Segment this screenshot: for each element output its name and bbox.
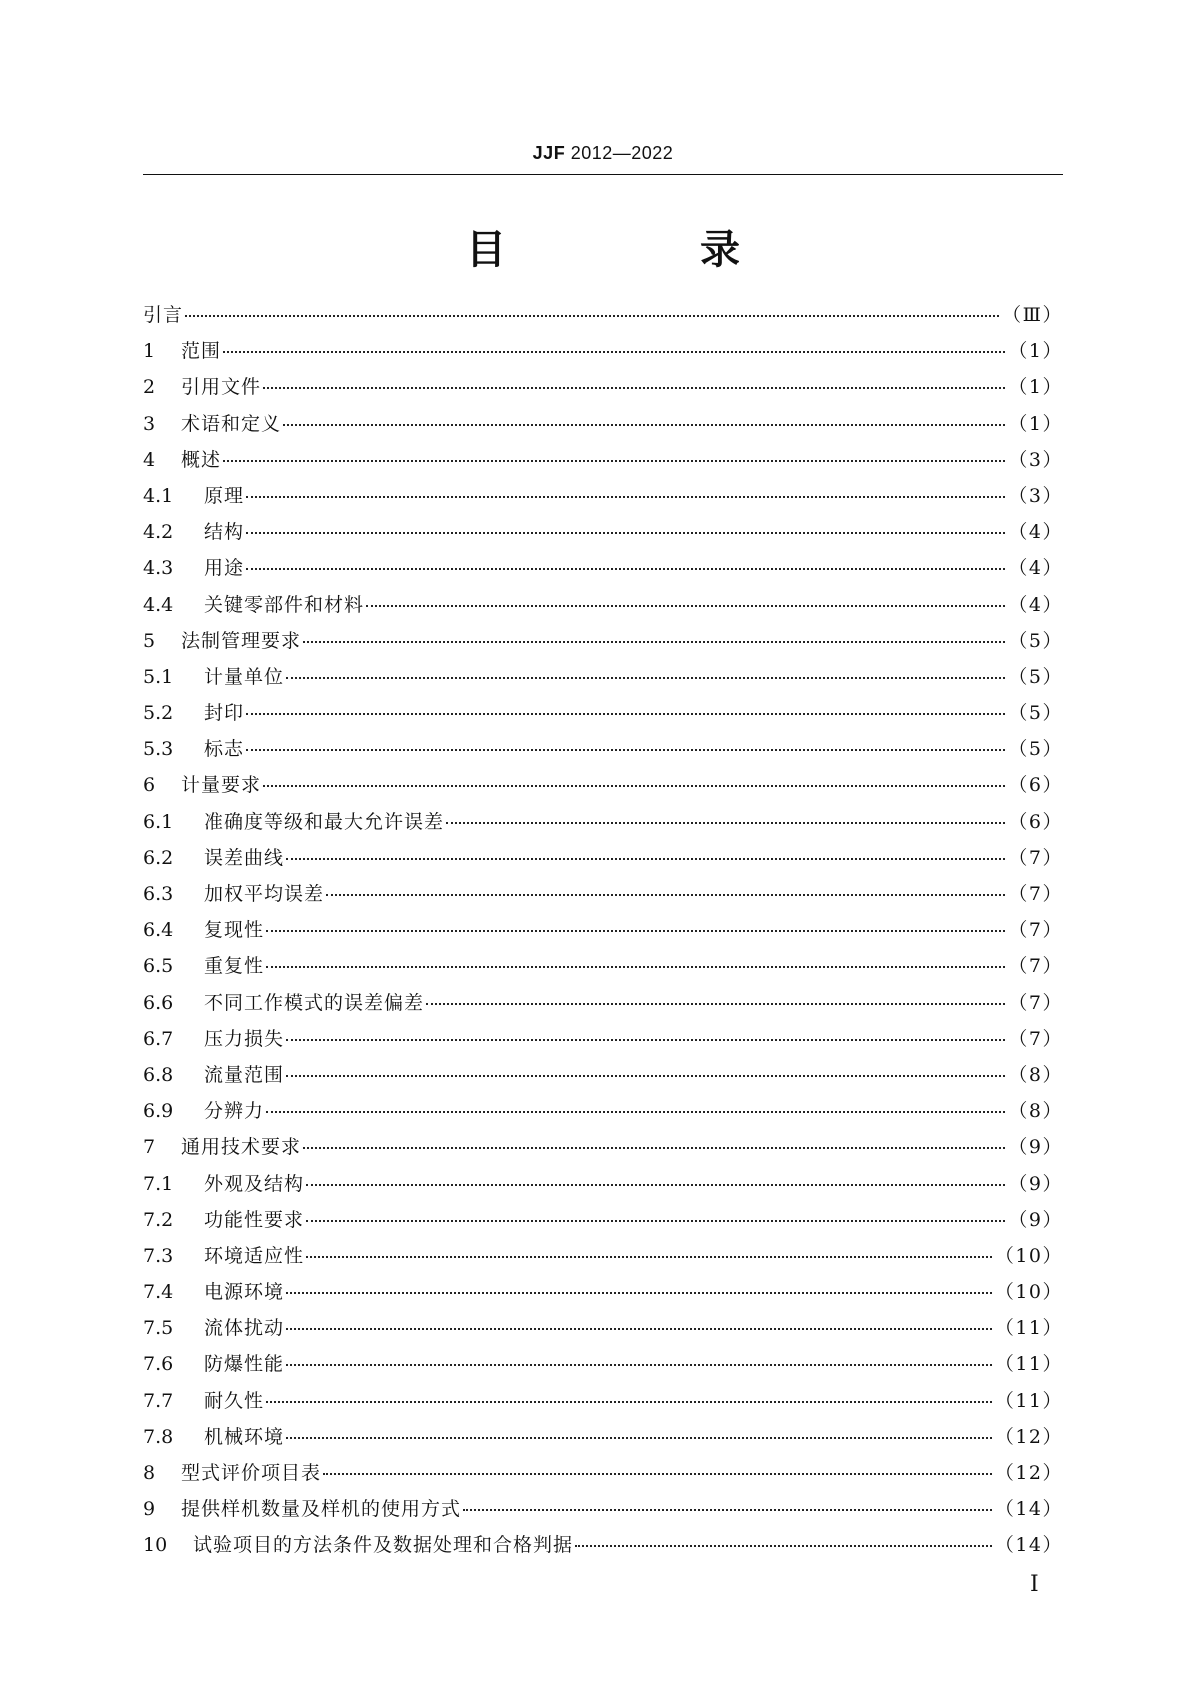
toc-entry-label: 机械环境: [204, 1425, 285, 1448]
toc-leader-dots: [303, 641, 1005, 643]
toc-entry-page: （6）: [1008, 810, 1063, 833]
toc-leader-dots: [446, 822, 1005, 824]
toc-entry-page: （1）: [1008, 340, 1063, 363]
toc-entry-number: 1: [143, 340, 156, 363]
toc-entry-label: 分辨力: [204, 1100, 265, 1123]
toc-entry[interactable]: [143, 698, 1063, 734]
toc-entry-page: （3）: [1008, 484, 1063, 507]
toc-leader-dots: [326, 894, 1005, 896]
toc-entry[interactable]: [143, 1349, 1063, 1385]
toc-entry-label: 通用技术要求: [181, 1136, 302, 1159]
toc-leader-dots: [223, 351, 1005, 353]
toc-entry[interactable]: [143, 1530, 1063, 1566]
toc-entry-page: （7）: [1008, 919, 1063, 942]
toc-entry-number: 9: [143, 1498, 156, 1521]
toc-entry[interactable]: [143, 807, 1063, 843]
toc-entry[interactable]: [143, 915, 1063, 951]
toc-entry-page: （14）: [994, 1534, 1063, 1557]
toc-entry[interactable]: [143, 1386, 1063, 1422]
toc-entry-label: 环境适应性: [204, 1244, 305, 1267]
toc-leader-dots: [286, 1292, 992, 1294]
toc-entry[interactable]: [143, 336, 1063, 372]
toc-entry-label: 关键零部件和材料: [204, 593, 365, 616]
toc-entry[interactable]: [143, 1096, 1063, 1132]
toc-leader-dots: [246, 496, 1005, 498]
toc-entry-number: 7.1: [143, 1172, 174, 1195]
toc-entry-label: 术语和定义: [181, 412, 282, 435]
toc-leader-dots: [286, 677, 1005, 679]
toc-entry[interactable]: [143, 1024, 1063, 1060]
toc-entry[interactable]: [143, 517, 1063, 553]
toc-leader-dots: [306, 1220, 1005, 1222]
toc-entry-label: 复现性: [204, 919, 265, 942]
toc-entry[interactable]: [143, 1132, 1063, 1168]
toc-entry[interactable]: [143, 1494, 1063, 1530]
toc-entry[interactable]: [143, 481, 1063, 517]
toc-entry-label: 外观及结构: [204, 1172, 305, 1195]
table-of-contents: [143, 300, 1063, 1567]
toc-entry-label: 概述: [181, 448, 222, 471]
toc-entry-label: 重复性: [204, 955, 265, 978]
toc-entry[interactable]: [143, 1169, 1063, 1205]
running-header: [143, 143, 1063, 164]
toc-entry-page: （5）: [1008, 665, 1063, 688]
toc-entry-number: 6.6: [143, 991, 174, 1014]
toc-entry[interactable]: [143, 1205, 1063, 1241]
toc-leader-dots: [263, 387, 1005, 389]
toc-leader-dots: [306, 1184, 1005, 1186]
toc-entry-label: 压力损失: [204, 1027, 285, 1050]
toc-entry-page: （1）: [1008, 412, 1063, 435]
toc-entry-page: （10）: [994, 1281, 1063, 1304]
toc-entry-page: （4）: [1008, 557, 1063, 580]
toc-entry[interactable]: [143, 1313, 1063, 1349]
toc-entry-page: （9）: [1008, 1172, 1063, 1195]
toc-leader-dots: [223, 460, 1005, 462]
toc-entry-number: 4.4: [143, 593, 174, 616]
toc-entry-label: 用途: [204, 557, 245, 580]
toc-leader-dots: [575, 1545, 992, 1547]
toc-entry-page: （9）: [1008, 1208, 1063, 1231]
toc-leader-dots: [246, 568, 1005, 570]
toc-entry-number: 4.3: [143, 557, 174, 580]
toc-entry-page: （6）: [1008, 774, 1063, 797]
toc-entry-page: （4）: [1008, 521, 1063, 544]
toc-entry-number: 7.3: [143, 1244, 174, 1267]
toc-entry-page: （7）: [1008, 955, 1063, 978]
toc-entry-page: （7）: [1008, 883, 1063, 905]
toc-leader-dots: [286, 1364, 992, 1366]
toc-entry-page: （Ⅲ）: [1002, 304, 1063, 326]
toc-entry-label: 封印: [204, 702, 245, 725]
toc-entry-page: （5）: [1008, 629, 1063, 652]
toc-entry-number: 7.2: [143, 1208, 174, 1231]
toc-leader-dots: [286, 1437, 992, 1439]
toc-entry-number: 4.1: [143, 484, 174, 507]
toc-entry-page: （8）: [1008, 1063, 1063, 1086]
toc-entry-number: 4: [143, 448, 156, 471]
header-rule: [143, 174, 1063, 175]
toc-entry-number: 10: [143, 1534, 168, 1557]
page-folio: Ⅰ: [1030, 1572, 1039, 1597]
page-title: 目 录: [466, 227, 830, 273]
toc-entry[interactable]: [143, 1241, 1063, 1277]
toc-leader-dots: [283, 424, 1005, 426]
toc-entry-number: 8: [143, 1462, 156, 1484]
toc-entry[interactable]: [143, 445, 1063, 481]
toc-entry-label: 防爆性能: [204, 1353, 285, 1376]
toc-entry-page: （11）: [994, 1317, 1063, 1340]
toc-leader-dots: [246, 532, 1005, 534]
toc-entry[interactable]: [143, 372, 1063, 408]
toc-entry-page: （5）: [1008, 738, 1063, 761]
toc-entry-page: （7）: [1008, 991, 1063, 1014]
toc-entry-number: 3: [143, 412, 156, 435]
toc-entry[interactable]: [143, 1060, 1063, 1096]
toc-leader-dots: [306, 1256, 992, 1258]
toc-entry[interactable]: [143, 590, 1063, 626]
toc-leader-dots: [286, 1328, 992, 1330]
toc-entry-page: （9）: [1008, 1136, 1063, 1159]
toc-entry-label: 计量单位: [204, 665, 285, 688]
toc-entry[interactable]: [143, 734, 1063, 770]
toc-entry-number: 6.2: [143, 846, 174, 869]
toc-entry-label: 引言: [143, 304, 184, 326]
toc-entry[interactable]: [143, 879, 1063, 915]
toc-leader-dots: [463, 1509, 992, 1511]
toc-entry-number: 6.7: [143, 1027, 174, 1050]
toc-entry-label: 引用文件: [181, 376, 262, 399]
toc-leader-dots: [366, 605, 1005, 607]
toc-entry[interactable]: [143, 662, 1063, 698]
toc-entry-page: （4）: [1008, 593, 1063, 616]
toc-entry-number: 5.3: [143, 738, 174, 761]
toc-leader-dots: [286, 858, 1005, 860]
toc-entry-number: 6.4: [143, 919, 174, 942]
toc-entry-page: （3）: [1008, 448, 1063, 471]
toc-entry-page: （12）: [994, 1425, 1063, 1448]
toc-entry-label: 不同工作模式的误差偏差: [204, 991, 425, 1014]
toc-entry[interactable]: [143, 300, 1063, 336]
toc-entry-label: 试验项目的方法条件及数据处理和合格判据: [193, 1534, 574, 1557]
toc-entry-number: 5: [143, 629, 156, 652]
toc-entry-label: 范围: [181, 340, 222, 363]
toc-entry[interactable]: [143, 770, 1063, 806]
toc-leader-dots: [426, 1003, 1005, 1005]
toc-entry-number: 7.6: [143, 1353, 174, 1376]
toc-entry-label: 流量范围: [204, 1063, 285, 1086]
toc-entry-number: 7.7: [143, 1389, 174, 1412]
toc-entry-page: （11）: [994, 1353, 1063, 1376]
toc-entry-number: 6.3: [143, 883, 174, 905]
toc-entry[interactable]: [143, 1458, 1063, 1494]
toc-entry-label: 加权平均误差: [204, 883, 325, 905]
toc-entry-page: （12）: [994, 1462, 1063, 1484]
toc-entry[interactable]: [143, 409, 1063, 445]
toc-entry-page: （7）: [1008, 846, 1063, 869]
toc-entry-number: 5.1: [143, 665, 174, 688]
toc-entry-label: 电源环境: [204, 1281, 285, 1304]
toc-entry-number: 4.2: [143, 521, 174, 544]
toc-leader-dots: [286, 1039, 1005, 1041]
toc-entry-label: 型式评价项目表: [181, 1462, 322, 1484]
toc-entry-number: 6.9: [143, 1100, 174, 1123]
toc-entry-label: 结构: [204, 521, 245, 544]
toc-entry-page: （8）: [1008, 1100, 1063, 1123]
toc-leader-dots: [263, 785, 1005, 787]
toc-entry-label: 功能性要求: [204, 1208, 305, 1231]
toc-leader-dots: [323, 1473, 992, 1475]
toc-entry-number: 6.5: [143, 955, 174, 978]
toc-entry-number: 6.8: [143, 1063, 174, 1086]
standard-number: 2012—2022: [570, 143, 674, 163]
toc-leader-dots: [246, 749, 1005, 751]
toc-entry-number: 6.1: [143, 810, 174, 833]
toc-entry-label: 标志: [204, 738, 245, 761]
toc-entry-page: （11）: [994, 1389, 1063, 1412]
toc-entry-label: 提供样机数量及样机的使用方式: [181, 1498, 462, 1521]
toc-entry[interactable]: [143, 553, 1063, 589]
toc-entry-label: 计量要求: [181, 774, 262, 797]
toc-entry[interactable]: [143, 1422, 1063, 1458]
toc-leader-dots: [246, 713, 1005, 715]
toc-entry-label: 法制管理要求: [181, 629, 302, 652]
toc-entry-page: （7）: [1008, 1027, 1063, 1050]
toc-leader-dots: [286, 1075, 1005, 1077]
toc-leader-dots: [266, 1401, 992, 1403]
toc-entry-number: 7.8: [143, 1425, 174, 1448]
toc-entry-label: 流体扰动: [204, 1317, 285, 1340]
toc-entry[interactable]: [143, 1277, 1063, 1313]
toc-leader-dots: [303, 1147, 1005, 1149]
toc-entry[interactable]: [143, 951, 1063, 987]
toc-entry-label: 耐久性: [204, 1389, 265, 1412]
toc-entry[interactable]: [143, 626, 1063, 662]
toc-entry-page: （1）: [1008, 376, 1063, 399]
toc-entry-number: 5.2: [143, 702, 174, 725]
toc-entry-label: 误差曲线: [204, 846, 285, 869]
standard-code: JJF: [532, 143, 566, 163]
toc-entry-number: 7.4: [143, 1281, 174, 1304]
toc-entry-number: 7.5: [143, 1317, 174, 1340]
toc-entry-number: 7: [143, 1136, 156, 1159]
toc-entry-page: （14）: [994, 1498, 1063, 1521]
toc-entry-label: 原理: [204, 484, 245, 507]
toc-leader-dots: [266, 930, 1005, 932]
toc-entry-number: 6: [143, 774, 156, 797]
toc-leader-dots: [185, 315, 999, 317]
toc-leader-dots: [266, 1111, 1005, 1113]
toc-entry-label: 准确度等级和最大允许误差: [204, 810, 445, 833]
toc-entry-page: （5）: [1008, 702, 1063, 725]
toc-leader-dots: [266, 966, 1005, 968]
toc-entry[interactable]: [143, 843, 1063, 879]
toc-entry-page: （10）: [994, 1244, 1063, 1267]
toc-entry-number: 2: [143, 376, 156, 399]
toc-entry[interactable]: [143, 988, 1063, 1024]
